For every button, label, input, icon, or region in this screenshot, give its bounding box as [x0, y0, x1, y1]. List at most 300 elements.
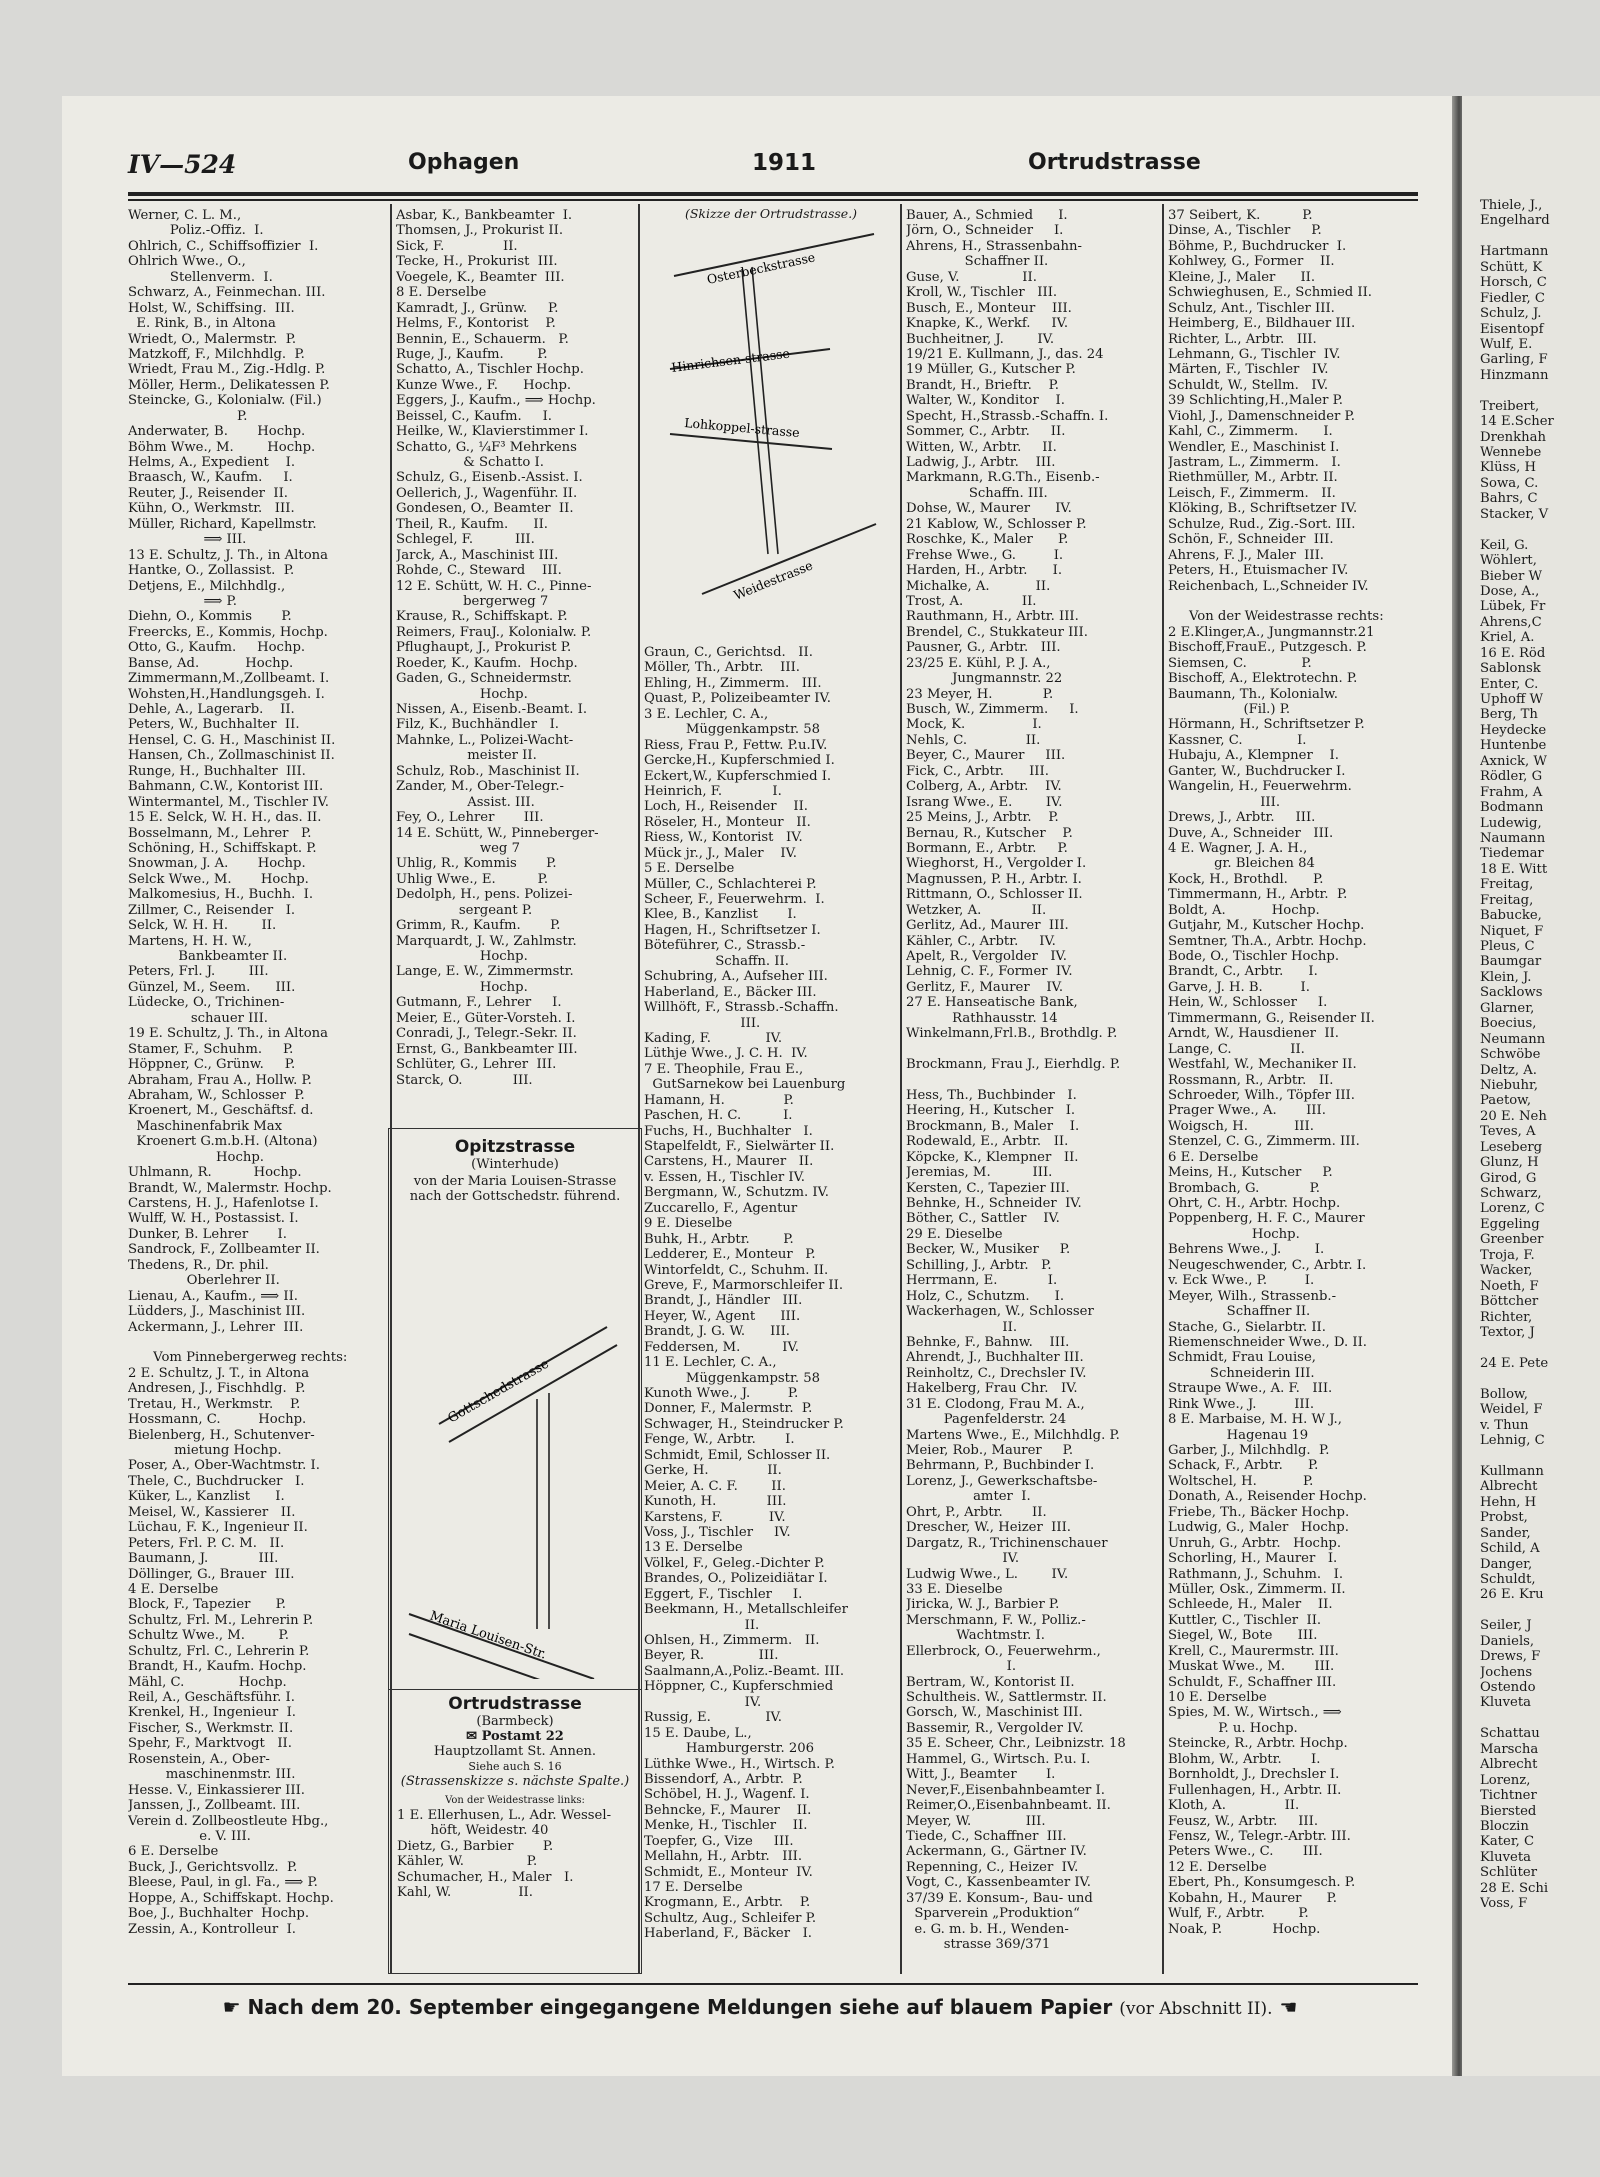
directory-entry: Brandt, W., Malermstr. Hochp. — [128, 1180, 332, 1196]
directory-entry: Wulf, F., Arbtr. P. — [1168, 1906, 1309, 1922]
directory-entry: 16 E. Röd — [1480, 645, 1546, 661]
directory-entry: Garve, J. H. B. I. — [1168, 979, 1310, 995]
directory-entry: Brockmann, Frau J., Eierhdlg. P. — [906, 1057, 1121, 1073]
directory-entry — [906, 1073, 1160, 1088]
directory-entry: Wriedt, O., Malermstr. P. — [128, 331, 297, 347]
directory-entry: Ahrens,C — [1480, 614, 1542, 630]
directory-entry: Fenge, W., Arbtr. I. — [644, 1432, 795, 1448]
directory-entry: Fey, O., Lehrer III. — [396, 810, 544, 826]
directory-entry: Frahm, A — [1480, 784, 1543, 800]
directory-entry: Leseberg — [1480, 1139, 1543, 1155]
directory-entry: Hammel, G., Wirtsch. P.u. I. — [906, 1751, 1091, 1767]
directory-entry: 8 E. Derselbe — [396, 285, 487, 301]
directory-entry: Behrmann, P., Buchbinder I. — [906, 1458, 1095, 1474]
directory-entry: meister II. — [396, 748, 537, 764]
directory-entry: Pleus, C — [1480, 939, 1535, 954]
directory-entry — [1480, 1448, 1600, 1463]
directory-entry — [1480, 1711, 1600, 1726]
directory-entry: Kahl, W. II. — [397, 1885, 533, 1901]
directory-entry: Jarck, A., Maschinist III. — [396, 547, 559, 563]
directory-entry: Scheer, F., Feuerwehrm. I. — [644, 892, 825, 907]
directory-entry: Sacklows — [1480, 985, 1543, 1001]
directory-entry: Buck, J., Gerichtsvollz. P. — [128, 1859, 298, 1875]
footer-suffix: (vor Abschnitt II). — [1119, 1999, 1273, 2019]
directory-entry: Krell, C., Maurermstr. III. — [1168, 1643, 1339, 1659]
directory-entry: Vogt, C., Kassenbeamter IV. — [906, 1875, 1091, 1891]
directory-entry: Böther, C., Sattler IV. — [906, 1211, 1060, 1227]
directory-entry: Engelhard — [1480, 213, 1550, 229]
directory-entry: Enter, C. — [1480, 676, 1539, 692]
directory-entry: Dinse, A., Tischler P. — [1168, 223, 1322, 239]
directory-entry: Unruh, G., Arbtr. Hochp. — [1168, 1535, 1342, 1551]
directory-entry: Stacker, V — [1480, 506, 1549, 522]
directory-entry: Kobahn, H., Maurer P. — [1168, 1890, 1338, 1906]
directory-entry: Hagenau 19 — [1168, 1427, 1309, 1443]
directory-entry: Hensel, C. G. H., Maschinist II. — [128, 732, 336, 748]
directory-entry: Donner, F., Malermstr. P. — [644, 1401, 813, 1417]
directory-entry: Roeder, K., Kaufm. Hochp. — [396, 655, 578, 671]
directory-entry: Ohlsen, H., Zimmerm. II. — [644, 1633, 820, 1648]
directory-entry: Richter, L., Arbtr. III. — [1168, 331, 1317, 347]
directory-entry: Matzkoff, F., Milchhdlg. P. — [128, 346, 305, 362]
directory-entry: e. G. m. b. H., Wenden- — [906, 1921, 1069, 1937]
ortrud-title: Ortrudstrasse — [448, 1694, 582, 1714]
directory-entry: Peters, Frl. P. C. M. II. — [128, 1535, 285, 1551]
directory-entry: Repenning, C., Heizer IV. — [906, 1859, 1079, 1875]
directory-entry: Glunz, H — [1480, 1155, 1539, 1171]
directory-entry: Wennebe — [1480, 445, 1542, 460]
directory-entry — [1168, 594, 1450, 609]
directory-entry — [1480, 229, 1600, 244]
directory-entry: Selck Wwe., M. Hochp. — [128, 871, 309, 887]
directory-entry: Asbar, K., Bankbeamter I. — [396, 208, 573, 223]
directory-entry: Conradi, J., Telegr.-Sekr. II. — [396, 1026, 577, 1042]
directory-entry: Gorsch, W., Maschinist III. — [906, 1705, 1083, 1721]
directory-entry: & Schatto I. — [396, 455, 544, 470]
directory-entry: Ludwig Wwe., L. IV. — [906, 1566, 1069, 1582]
directory-entry: Bassemir, R., Vergolder IV. — [906, 1720, 1084, 1736]
directory-entry: Böteführer, C., Strassb.- — [644, 938, 806, 954]
directory-entry: Richter, — [1480, 1309, 1533, 1325]
directory-entry: Schultz, Aug., Schleifer P. — [644, 1910, 817, 1926]
directory-entry: Loch, H., Reisender II. — [644, 799, 808, 815]
directory-entry: Schlegel, F. III. — [396, 532, 535, 548]
directory-entry: Lorenz, — [1480, 1772, 1531, 1788]
directory-entry: Zillmer, C., Reisender I. — [128, 902, 296, 918]
directory-entry: Lange, C. II. — [1168, 1041, 1305, 1057]
directory-entry: GutSarnekow bei Lauenburg — [644, 1077, 846, 1093]
directory-entry: Marquardt, J. W., Zahlmstr. — [396, 933, 577, 949]
directory-entry: 18 E. Witt — [1480, 861, 1548, 877]
directory-entry: Assist. III. — [396, 794, 535, 810]
directory-entry: Woigsch, H. III. — [1168, 1118, 1314, 1134]
directory-entry: Ganter, W., Buchdrucker I. — [1168, 763, 1346, 779]
directory-entry: Schultz Wwe., M. P. — [128, 1628, 289, 1644]
directory-entry: E. Rink, B., in Altona — [128, 316, 276, 332]
directory-entry: Hantke, O., Zollassist. P. — [128, 563, 295, 579]
directory-entry: Peters, H., Etuismacher IV. — [1168, 563, 1349, 579]
directory-entry: Kähler, W. P. — [397, 1854, 538, 1870]
directory-entry: Schmidt, Emil, Schlosser II. — [644, 1447, 831, 1463]
directory-entry: Hesse. V., Einkassierer III. — [128, 1782, 305, 1798]
directory-entry: mietung Hochp. — [128, 1443, 282, 1458]
directory-entry: Berg, Th — [1480, 707, 1538, 723]
opitz-street-label-1: Gottschedstrasse — [445, 1356, 552, 1427]
directory-entry: Beekmann, H., Metallschleifer — [644, 1602, 848, 1618]
directory-entry: Carstens, H. J., Hafenlotse I. — [128, 1196, 319, 1211]
directory-entry: Ludwig, G., Maler Hochp. — [1168, 1520, 1349, 1536]
directory-entry: höft, Weidestr. 40 — [397, 1823, 549, 1839]
directory-entry: Holz, C., Schutzm. I. — [906, 1288, 1065, 1304]
directory-entry: Schulz, Ant., Tischler III. — [1168, 300, 1335, 316]
directory-entry: Kullmann — [1480, 1463, 1544, 1479]
directory-entry: Kading, F. IV. — [644, 1030, 783, 1046]
directory-entry — [1480, 1340, 1600, 1355]
directory-entry: Bornholdt, J., Drechsler I. — [1168, 1767, 1340, 1783]
directory-entry: Teves, A — [1480, 1124, 1536, 1140]
directory-entry: Riess, Frau P., Fettw. P.u.IV. — [644, 737, 828, 753]
directory-entry: Heering, H., Kutscher I. — [906, 1103, 1076, 1119]
directory-entry: Wendler, E., Maschinist I. — [1168, 439, 1340, 455]
directory-entry: 4 E. Wagner, J. A. H., — [1168, 840, 1308, 856]
directory-entry: Hochp. — [128, 1149, 264, 1165]
directory-entry: Trost, A. II. — [906, 593, 1037, 609]
directory-entry: Rauthmann, H., Arbtr. III. — [906, 609, 1079, 625]
directory-entry: Bankbeamter II. — [128, 949, 288, 964]
directory-entry: Meier, E., Güter-Vorsteh. I. — [396, 1010, 576, 1026]
directory-entry: Magnussen, P. H., Arbtr. I. — [906, 871, 1082, 887]
directory-entry: Bahmann, C.W., Kontorist III. — [128, 779, 324, 795]
directory-entry: Stellenverm. I. — [128, 269, 273, 285]
directory-entry: Harden, H., Arbtr. I. — [906, 563, 1063, 579]
directory-entry: Schneiderin III. — [1168, 1365, 1315, 1381]
directory-entry: Schattau — [1480, 1726, 1540, 1742]
directory-entry: Eggert, F., Tischler I. — [644, 1586, 803, 1602]
directory-entry: Hochp. — [1168, 1226, 1300, 1242]
directory-entry: Wohsten,H.,Handlungsgeh. I. — [128, 686, 325, 702]
directory-entry: Meyer, W. III. — [906, 1813, 1046, 1829]
directory-entry: Martens Wwe., E., Milchhdlg. P. — [906, 1427, 1120, 1443]
directory-entry: Schultz, Frl. C., Lehrerin P. — [128, 1643, 310, 1659]
directory-entry: Blohm, W., Arbtr. I. — [1168, 1751, 1321, 1767]
directory-entry: Rittmann, O., Schlosser II. — [906, 887, 1083, 903]
directory-entry: Thele, C., Buchdrucker I. — [128, 1473, 305, 1489]
directory-entry: Küker, L., Kanzlist I. — [128, 1489, 285, 1505]
directory-entry: Stache, G., Sielarbtr. II. — [1168, 1319, 1326, 1335]
directory-entry: Sander, — [1480, 1525, 1531, 1541]
directory-entry: P. — [128, 408, 248, 424]
directory-entry: Roschke, K., Maler P. — [906, 532, 1069, 548]
directory-entry: Merschmann, F. W., Polliz.- — [906, 1612, 1086, 1628]
directory-entry: Uhlig Wwe., E. P. — [396, 871, 549, 887]
directory-entry: 37 Seibert, K. P. — [1168, 208, 1313, 223]
directory-entry: Keil, G. — [1480, 537, 1529, 553]
directory-entry: Thedens, R., Dr. phil. — [128, 1257, 269, 1273]
directory-entry: 13 E. Schultz, J. Th., in Altona — [128, 547, 328, 563]
directory-entry: Wöhlert, — [1480, 553, 1537, 569]
directory-entry: Grimm, R., Kaufm. P. — [396, 918, 561, 934]
directory-entry: Muskat Wwe., M. III. — [1168, 1659, 1335, 1675]
directory-entry: Jungmannstr. 22 — [906, 671, 1063, 687]
directory-entry: Paetow, — [1480, 1093, 1532, 1109]
directory-entry: Schwager, H., Steindrucker P. — [644, 1416, 844, 1432]
directory-entry: Lorenz, J., Gewerkschaftsbe- — [906, 1473, 1098, 1489]
directory-column-3 — [644, 645, 898, 1942]
directory-entry: Hakelberg, Frau Chr. IV. — [906, 1381, 1078, 1397]
directory-entry: Theil, R., Kaufm. II. — [396, 516, 548, 532]
directory-entry: Verein d. Zollbeostleute Hbg., — [128, 1813, 329, 1829]
directory-entry: Holst, W., Schiffsing. III. — [128, 300, 295, 316]
directory-entry: Heimberg, E., Bildhauer III. — [1168, 316, 1356, 332]
directory-entry: Boe, J., Buchhalter Hochp. — [128, 1906, 310, 1922]
directory-entry: Heydecke — [1480, 722, 1547, 738]
directory-entry: Sommer, C., Arbtr. II. — [906, 424, 1066, 440]
directory-entry: Noak, P. Hochp. — [1168, 1921, 1321, 1937]
directory-entry: Gondesen, O., Beamter II. — [396, 501, 574, 517]
next-page-column — [1480, 198, 1600, 1912]
directory-entry: Tichtner — [1480, 1788, 1537, 1804]
directory-entry: 15 E. Daube, L., — [644, 1725, 752, 1741]
directory-entry: 8 E. Marbaise, M. H. W J., — [1168, 1412, 1342, 1428]
ortrud-links-heading: Von der Weidestrasse links: — [445, 1795, 585, 1806]
directory-entry: Schlüter, G., Lehrer III. — [396, 1057, 557, 1073]
directory-entry: Beyer, R. III. — [644, 1648, 779, 1664]
directory-entry: e. V. III. — [128, 1828, 251, 1844]
directory-entry: Bode, O., Tischler Hochp. — [1168, 949, 1340, 964]
directory-entry: 39 Schlichting,H.,Maler P. — [1168, 393, 1344, 409]
directory-entry: Schuldt, F., Schaffner III. — [1168, 1674, 1337, 1690]
directory-entry: Meins, H., Kutscher P. — [1168, 1165, 1333, 1181]
directory-entry: Rosenstein, A., Ober- — [128, 1751, 270, 1767]
opitz-street-label-2: Maria Louisen-Str. — [427, 1608, 549, 1663]
directory-entry: Höppner, C., Grünw. P. — [128, 1057, 296, 1073]
directory-entry: Schwöbe — [1480, 1047, 1541, 1063]
directory-entry: Meisel, W., Kassierer II. — [128, 1504, 296, 1520]
directory-entry: Hochp. — [396, 979, 528, 995]
directory-entry: Schöbel, H. J., Wagenf. I. — [644, 1787, 810, 1803]
directory-entry: Zessin, A., Kontrolleur I. — [128, 1921, 296, 1937]
directory-entry: Behrens Wwe., J. I. — [1168, 1242, 1325, 1258]
directory-entry: Peters Wwe., C. III. — [1168, 1844, 1323, 1860]
directory-entry: Ruge, J., Kaufm. P. — [396, 346, 548, 362]
directory-entry: Freercks, E., Kommis, Hochp. — [128, 624, 328, 640]
directory-entry: 26 E. Kru — [1480, 1587, 1544, 1603]
directory-entry: Rohde, C., Steward III. — [396, 563, 562, 579]
directory-entry — [1480, 1371, 1600, 1386]
directory-entry: Poser, A., Ober-Wachtmstr. I. — [128, 1458, 320, 1474]
sketch-street-1: Osterbeckstrasse — [705, 249, 817, 287]
directory-entry: 9 E. Dieselbe — [644, 1216, 733, 1232]
opitz-desc-2: nach der Gottschedstr. führend. — [409, 1189, 621, 1204]
directory-entry: Garling, F — [1480, 352, 1548, 368]
directory-entry: Block, F., Tapezier P. — [128, 1597, 286, 1613]
directory-entry: Donath, A., Reisender Hochp. — [1168, 1489, 1367, 1505]
directory-entry: Jochens — [1480, 1664, 1533, 1680]
directory-entry: Beyer, C., Maurer III. — [906, 748, 1066, 764]
directory-entry: Poppenberg, H. F. C., Maurer — [1168, 1211, 1365, 1227]
directory-entry: Ohrt, P., Arbtr. II. — [906, 1504, 1047, 1520]
directory-entry: Feusz, W., Arbtr. III. — [1168, 1813, 1319, 1829]
directory-entry: Ladwig, J., Arbtr. III. — [906, 455, 1056, 470]
directory-entry: Zander, M., Ober-Telegr.- — [396, 779, 564, 795]
directory-entry: Dehle, A., Lagerarb. II. — [128, 702, 295, 717]
directory-entry: Hörmann, H., Schriftsetzer P. — [1168, 717, 1365, 733]
directory-entry: Klee, B., Kanzlist I. — [644, 907, 797, 923]
directory-entry: Meier, Rob., Maurer P. — [906, 1443, 1074, 1458]
directory-entry: Krenkel, H., Ingenieur I. — [128, 1705, 296, 1721]
directory-entry: schauer III. — [128, 1010, 269, 1026]
directory-entry: v. Thun — [1480, 1417, 1529, 1433]
directory-entry: Schaffn. II. — [644, 953, 789, 969]
directory-entry: Bennin, E., Schauerm. P. — [396, 331, 569, 347]
directory-entry: Ludewig, — [1480, 815, 1542, 831]
ortrud-siehe: Siehe auch S. 16 — [468, 1760, 562, 1773]
directory-entry: Arndt, W., Hausdiener II. — [1168, 1026, 1339, 1042]
directory-entry: 25 Meins, J., Arbtr. P. — [906, 810, 1059, 826]
directory-entry: Leisch, F., Zimmerm. II. — [1168, 485, 1336, 501]
directory-entry: sergeant P. — [396, 902, 533, 918]
directory-entry: Bollow, — [1480, 1386, 1528, 1402]
sketch-map — [644, 224, 898, 644]
directory-entry: Ackermann, G., Gärtner IV. — [906, 1844, 1087, 1860]
directory-entry: Eisentopf — [1480, 321, 1544, 337]
pointing-hand-icon: ☛ — [222, 1995, 241, 2019]
directory-entry: Kleine, J., Maler II. — [1168, 269, 1316, 285]
directory-entry: Tiedemar — [1480, 846, 1544, 862]
directory-column-1 — [128, 208, 386, 1937]
directory-entry: 15 E. Selck, W. H. H., das. II. — [128, 810, 322, 826]
ortrud-postamt: ✉ Postamt 22 — [466, 1729, 564, 1744]
directory-entry: Schulz, G., Eisenb.-Assist. I. — [396, 470, 583, 486]
directory-entry: Greenber — [1480, 1232, 1544, 1248]
directory-entry: III. — [644, 1015, 761, 1031]
directory-entry: Kluveta — [1480, 1849, 1531, 1865]
directory-entry: Günzel, M., Seem. III. — [128, 979, 296, 995]
directory-entry: Dedolph, H., pens. Polizei- — [396, 887, 573, 903]
directory-entry: Kroenert, M., Geschäftsf. d. — [128, 1103, 314, 1119]
directory-entry: 4 E. Derselbe — [128, 1581, 219, 1597]
directory-entry: Ohlrich Wwe., O., — [128, 254, 246, 270]
directory-entry: Wackerhagen, W., Schlosser — [906, 1304, 1094, 1320]
directory-entry: Lehnig, C. F., Former IV. — [906, 964, 1073, 980]
opitzstrasse-box — [388, 1128, 642, 1690]
directory-entry: Girod, G — [1480, 1170, 1537, 1186]
directory-entry: II. — [906, 1319, 1018, 1335]
directory-entry: Pagenfelderstr. 24 — [906, 1412, 1067, 1428]
footer-rule — [128, 1983, 1418, 1985]
directory-entry: Kühn, O., Werkmstr. III. — [128, 501, 295, 517]
directory-entry — [1480, 522, 1600, 537]
directory-entry: Wachtmstr. I. — [906, 1628, 1045, 1644]
directory-entry: Kriel, A. — [1480, 630, 1535, 646]
directory-entry: 3 E. Lechler, C. A., — [644, 706, 769, 722]
directory-entry: Kloth, A. II. — [1168, 1798, 1300, 1814]
directory-entry: Probst, — [1480, 1510, 1528, 1526]
directory-entry: Schmidt, Frau Louise, — [1168, 1350, 1316, 1366]
directory-entry: Janssen, J., Zollbeamt. III. — [128, 1798, 301, 1814]
directory-entry: Riemenschneider Wwe., D. II. — [1168, 1334, 1367, 1350]
directory-entry: Apelt, R., Vergolder IV. — [906, 949, 1067, 964]
directory-entry: Lehnig, C — [1480, 1433, 1545, 1448]
directory-entry: Colberg, A., Arbtr. IV. — [906, 779, 1062, 795]
directory-entry: Witt, J., Beamter I. — [906, 1767, 1056, 1783]
directory-entry: Riess, W., Kontorist IV. — [644, 830, 803, 846]
sketch-street-4: Weidestrasse — [731, 557, 815, 603]
directory-entry: 14 E. Schütt, W., Pinneberger- — [396, 825, 599, 841]
directory-entry: (Fil.) P. — [1168, 702, 1291, 717]
directory-entry: Tiede, C., Schaffner III. — [906, 1828, 1067, 1844]
directory-entry: Hess, Th., Buchbinder I. — [906, 1087, 1077, 1103]
directory-entry: Walter, W., Konditor I. — [906, 393, 1065, 409]
directory-entry: Filz, K., Buchhändler I. — [396, 717, 560, 733]
directory-entry: Kunze Wwe., F. Hochp. — [396, 377, 572, 393]
directory-entry: 28 E. Schi — [1480, 1880, 1549, 1896]
directory-entry: Böttcher — [1480, 1294, 1539, 1310]
directory-entry: Helms, A., Expedient I. — [128, 455, 296, 470]
directory-entry: 19 Müller, G., Kutscher P. — [906, 362, 1076, 378]
directory-entry: Garber, J., Milchhdlg. P. — [1168, 1443, 1330, 1458]
directory-entry: Feddersen, M. IV. — [644, 1339, 799, 1355]
directory-entry: Starck, O. III. — [396, 1072, 533, 1088]
ortrud-entries — [389, 1808, 641, 1900]
directory-entry: Wintorfeldt, C., Schuhm. II. — [644, 1262, 829, 1278]
directory-entry: Kunoth, H. III. — [644, 1494, 787, 1510]
directory-entry: 23 Meyer, H. P. — [906, 686, 1054, 702]
directory-entry: Behnke, F., Bahnw. III. — [906, 1334, 1070, 1350]
directory-entry: Röseler, H., Monteur II. — [644, 814, 811, 830]
directory-entry: Schild, A — [1480, 1541, 1540, 1557]
directory-entry: Bormann, E., Arbtr. P. — [906, 840, 1068, 856]
directory-entry: Ahrens, H., Strassenbahn- — [906, 238, 1082, 254]
directory-entry: Schulz, Rob., Maschinist II. — [396, 763, 580, 779]
directory-entry: Witten, W., Arbtr. II. — [906, 439, 1057, 455]
directory-entry: Albrecht — [1480, 1479, 1538, 1495]
opitz-street-sketch — [389, 1209, 639, 1679]
directory-entry: Reuter, J., Reisender II. — [128, 485, 288, 501]
directory-entry: Mock, K. I. — [906, 717, 1042, 733]
directory-entry: Rathmann, J., Schuhm. I. — [1168, 1566, 1344, 1582]
directory-entry: Timmermann, H., Arbtr. P. — [1168, 887, 1348, 903]
directory-entry: Siegel, W., Bote III. — [1168, 1628, 1318, 1644]
directory-entry: Pflughaupt, J., Prokurist P. — [396, 640, 572, 656]
directory-entry: Willhöft, F., Strassb.-Schaffn. — [644, 1000, 839, 1016]
directory-entry: Wriedt, Frau M., Zig.-Hdlg. P. — [128, 362, 326, 378]
directory-entry: Quast, P., Polizeibeamter IV. — [644, 691, 831, 707]
directory-entry: Hansen, Ch., Zollmaschinist II. — [128, 748, 335, 764]
directory-entry: Brandt, J., Händler III. — [644, 1293, 803, 1309]
directory-entry: Riethmüller, M., Arbtr. II. — [1168, 470, 1338, 486]
directory-entry: Tecke, H., Prokurist III. — [396, 254, 558, 270]
directory-entry: Hein, W., Schlosser I. — [1168, 995, 1328, 1011]
directory-entry: Niebuhr, — [1480, 1077, 1539, 1093]
directory-entry: Abraham, W., Schlosser P. — [128, 1087, 305, 1103]
directory-entry: Wulf, E. — [1480, 336, 1533, 352]
directory-entry: Hochp. — [396, 949, 528, 964]
directory-entry: Heinrich, F. I. — [644, 783, 782, 799]
directory-entry: ⟹ III. — [128, 532, 247, 548]
directory-entry: maschinenmstr. III. — [128, 1767, 296, 1783]
directory-entry: gr. Bleichen 84 — [1168, 856, 1315, 872]
directory-entry: Saalmann,A.,Poliz.-Beamt. III. — [644, 1663, 845, 1679]
directory-entry: 37/39 E. Konsum-, Bau- und — [906, 1890, 1093, 1906]
directory-entry: Anderwater, B. Hochp. — [128, 424, 306, 440]
directory-entry: Schwieghusen, E., Schmied II. — [1168, 285, 1372, 301]
directory-entry: Hossmann, C. Hochp. — [128, 1412, 307, 1428]
directory-entry: Klein, J. — [1480, 969, 1532, 985]
directory-entry: Gerlitz, F., Maurer IV. — [906, 979, 1064, 995]
directory-entry: Werner, C. L. M., — [128, 208, 242, 223]
directory-entry: Danger, — [1480, 1556, 1533, 1572]
